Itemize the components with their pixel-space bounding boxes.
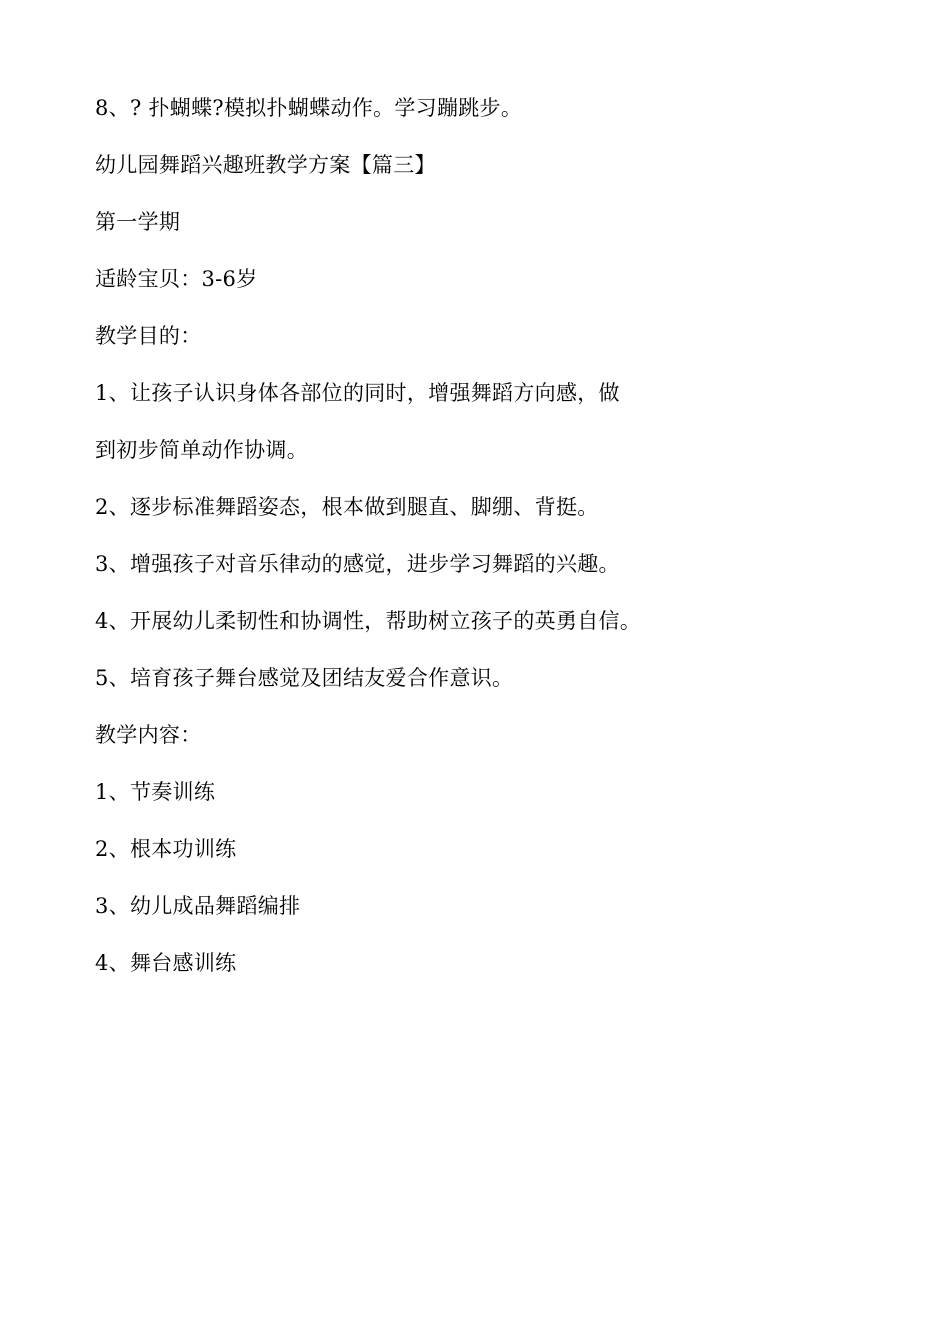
paragraph-line: 适龄宝贝：3-6岁: [95, 267, 258, 291]
paragraph-line: 3、增强孩子对音乐律动的感觉，进步学习舞蹈的兴趣。: [95, 552, 620, 576]
paragraph-line: 2、根本功训练: [95, 837, 237, 861]
section-heading: 幼儿园舞蹈兴趣班教学方案【篇三】: [95, 153, 436, 177]
paragraph-line: 3、幼儿成品舞蹈编排: [95, 894, 301, 918]
paragraph-line: 2、逐步标准舞蹈姿态，根本做到腿直、脚绷、背挺。: [95, 495, 599, 519]
paragraph-line: 4、开展幼儿柔韧性和协调性，帮助树立孩子的英勇自信。: [95, 609, 642, 633]
paragraph-line: 4、舞台感训练: [95, 951, 237, 975]
paragraph-line: 8、? 扑蝴蝶?模拟扑蝴蝶动作。学习蹦跳步。: [95, 96, 523, 120]
paragraph-line: 1、让孩子认识身体各部位的同时，增强舞蹈方向感，做: [95, 381, 620, 405]
paragraph-line: 教学内容：: [95, 723, 202, 747]
paragraph-line: 第一学期: [95, 210, 181, 234]
paragraph-line: 教学目的：: [95, 324, 202, 348]
paragraph-line: 1、节奏训练: [95, 780, 216, 804]
paragraph-line: 5、培育孩子舞台感觉及团结友爱合作意识。: [95, 666, 514, 690]
paragraph-line: 到初步简单动作协调。: [95, 438, 308, 462]
